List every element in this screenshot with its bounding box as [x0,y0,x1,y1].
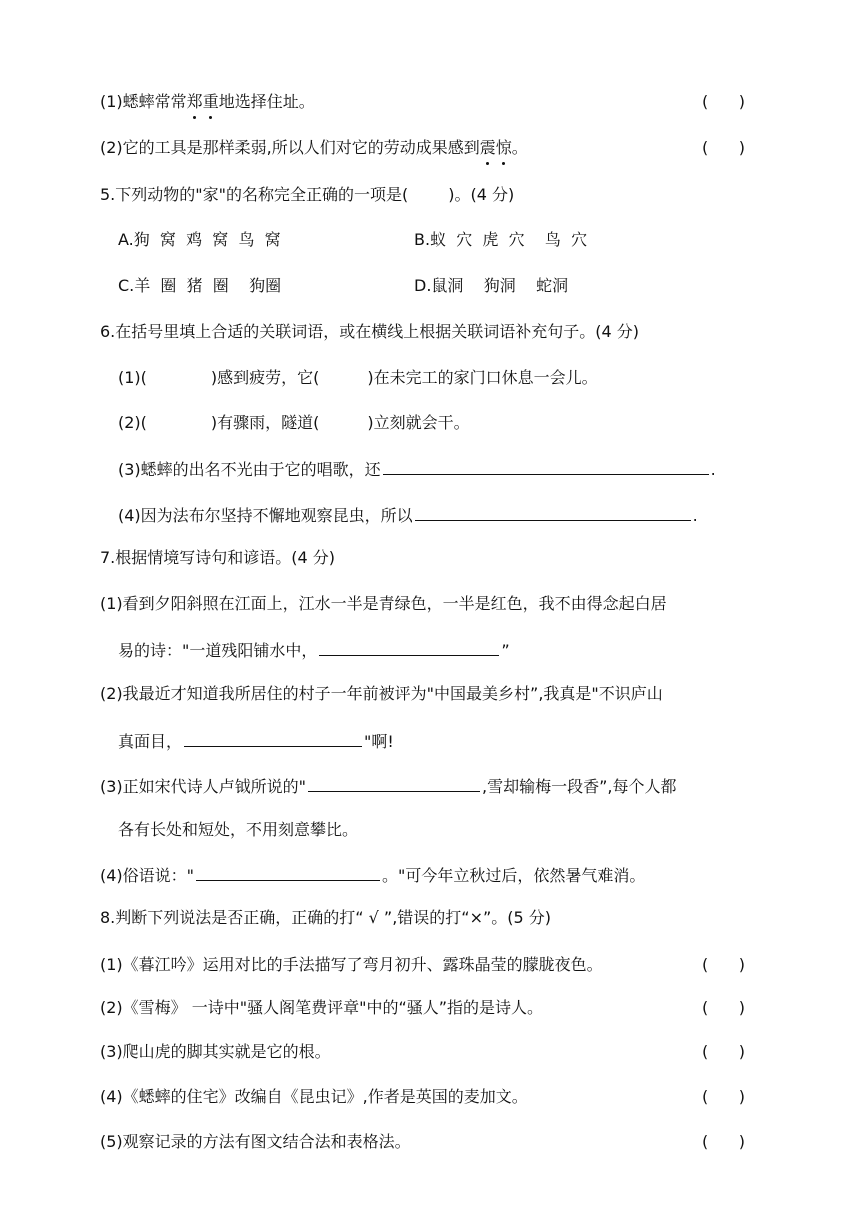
q6-s2-b: )有骤雨，隧道( [210,413,320,432]
q6-sentence-3 [118,456,716,480]
q4-s2-text-b: 。 [511,138,528,157]
q6-s2-a: (2)( [118,413,147,432]
q7-s2-line-2 [118,728,394,752]
q6-s1-a: (1)( [118,368,147,387]
q8-item-1-answer-paren[interactable]: ( ) [702,955,745,974]
q7-stem: 7.根据情境写诗句和谚语。(4 分) [100,548,336,567]
q8-item-3-answer-paren[interactable]: ( ) [702,1042,745,1061]
q6-s1-b: )感到疲劳，它( [210,368,320,387]
q4-s1-answer-paren[interactable]: ( ) [702,92,745,111]
q8-item-5-answer-paren[interactable]: ( ) [702,1132,745,1151]
q4-s2-dotted-char-2: 惊 [496,136,512,160]
q4-s2-answer-paren[interactable]: ( ) [702,138,745,157]
q6-s3-end: . [710,460,716,479]
q4-s2-dotted-char-1: 震 [480,136,496,160]
q5-stem-a: 5.下列动物的"家"的名称完全正确的一项是( [100,185,409,204]
q8-item-3: (3)爬山虎的脚其实就是它的根。 [100,1042,331,1061]
q7-s1-line-2 [118,637,510,661]
q7-s4-a: (4)俗语说：" [100,866,195,885]
q6-s1-c: )在未完工的家门口休息一会儿。 [367,368,598,387]
q7-s1-l2a: 易的诗："一道残阳铺水中， [118,641,318,660]
q5-option-b: B.蚁 穴 虎 穴 鸟 穴 [414,230,588,249]
q6-sentence-1 [118,366,598,390]
q4-s1-text-a: (1)蟋蟀常常 [100,92,187,111]
q6-s3-blank[interactable] [383,456,709,475]
q6-s4-a: (4)因为法布尔坚持不懈地观察昆虫，所以 [118,506,413,525]
q7-s3-line-1 [100,773,677,797]
q8-item-4-answer-paren[interactable]: ( ) [702,1087,745,1106]
q8-item-2-answer-paren[interactable]: ( ) [702,998,745,1017]
q7-s2-line-1: (2)我最近才知道我所居住的村子一年前被评为"中国最美乡村”,我真是"不识庐山 [100,684,663,703]
q7-s3-l1b: ,雪却输梅一段香”,每个人都 [482,777,677,796]
q7-s3-blank[interactable] [308,773,480,792]
q6-s2-c: )立刻就会干。 [367,413,470,432]
q4-s1-dotted-char-1: 郑 [187,90,203,114]
q6-s4-blank[interactable] [415,502,691,521]
q7-s2-l2a: 真面目， [118,732,183,751]
q8-stem: 8.判断下列说法是否正确，正确的打“ √ ”,错误的打“×”。(5 分) [100,908,552,927]
q7-s1-blank[interactable] [319,637,499,656]
q4-sentence-1 [100,90,315,114]
q5-stem [100,183,514,207]
q6-s3-a: (3)蟋蟀的出名不光由于它的唱歌，还 [118,460,381,479]
q5-option-c: C.羊 圈 猪 圈 狗圈 [118,276,282,295]
q8-item-4: (4)《蟋蟀的住宅》改编自《昆虫记》,作者是英国的麦加文。 [100,1087,528,1106]
q7-s3-line-2: 各有长处和短处，不用刻意攀比。 [118,820,359,839]
q4-sentence-2 [100,136,528,160]
q7-s4-blank[interactable] [196,862,380,881]
q6-sentence-4 [118,502,698,526]
q4-s1-text-b: 地选择住址。 [218,92,315,111]
q7-s3-l1a: (3)正如宋代诗人卢钺所说的" [100,777,307,796]
q5-option-a: A.狗 窝 鸡 窝 鸟 窝 [118,230,281,249]
q7-sentence-4 [100,862,645,886]
q7-s2-blank[interactable] [184,728,362,747]
q6-stem: 6.在括号里填上合适的关联词语，或在横线上根据关联词语补充句子。(4 分) [100,322,640,341]
q5-option-d: D.鼠洞 狗洞 蛇洞 [414,276,569,295]
q5-stem-b: )。(4 分) [448,185,515,204]
q4-s1-dotted-char-2: 重 [203,90,219,114]
q6-sentence-2 [118,411,470,435]
q6-s4-end: . [692,506,698,525]
q8-item-2: (2)《雪梅》 一诗中"骚人阁笔费评章"中的“骚人”指的是诗人。 [100,998,544,1017]
q7-s2-l2b: "啊! [364,732,394,751]
q7-s4-b: 。"可今年立秋过后，依然暑气难消。 [382,866,646,885]
q7-s1-l2b: ” [501,641,510,660]
q8-item-5: (5)观察记录的方法有图文结合法和表格法。 [100,1132,411,1151]
q8-item-1: (1)《暮江吟》运用对比的手法描写了弯月初升、露珠晶莹的朦胧夜色。 [100,955,603,974]
q4-s2-text-a: (2)它的工具是那样柔弱,所以人们对它的劳动成果感到 [100,138,480,157]
q7-s1-line-1: (1)看到夕阳斜照在江面上，江水一半是青绿色，一半是红色，我不由得念起白居 [100,594,667,613]
